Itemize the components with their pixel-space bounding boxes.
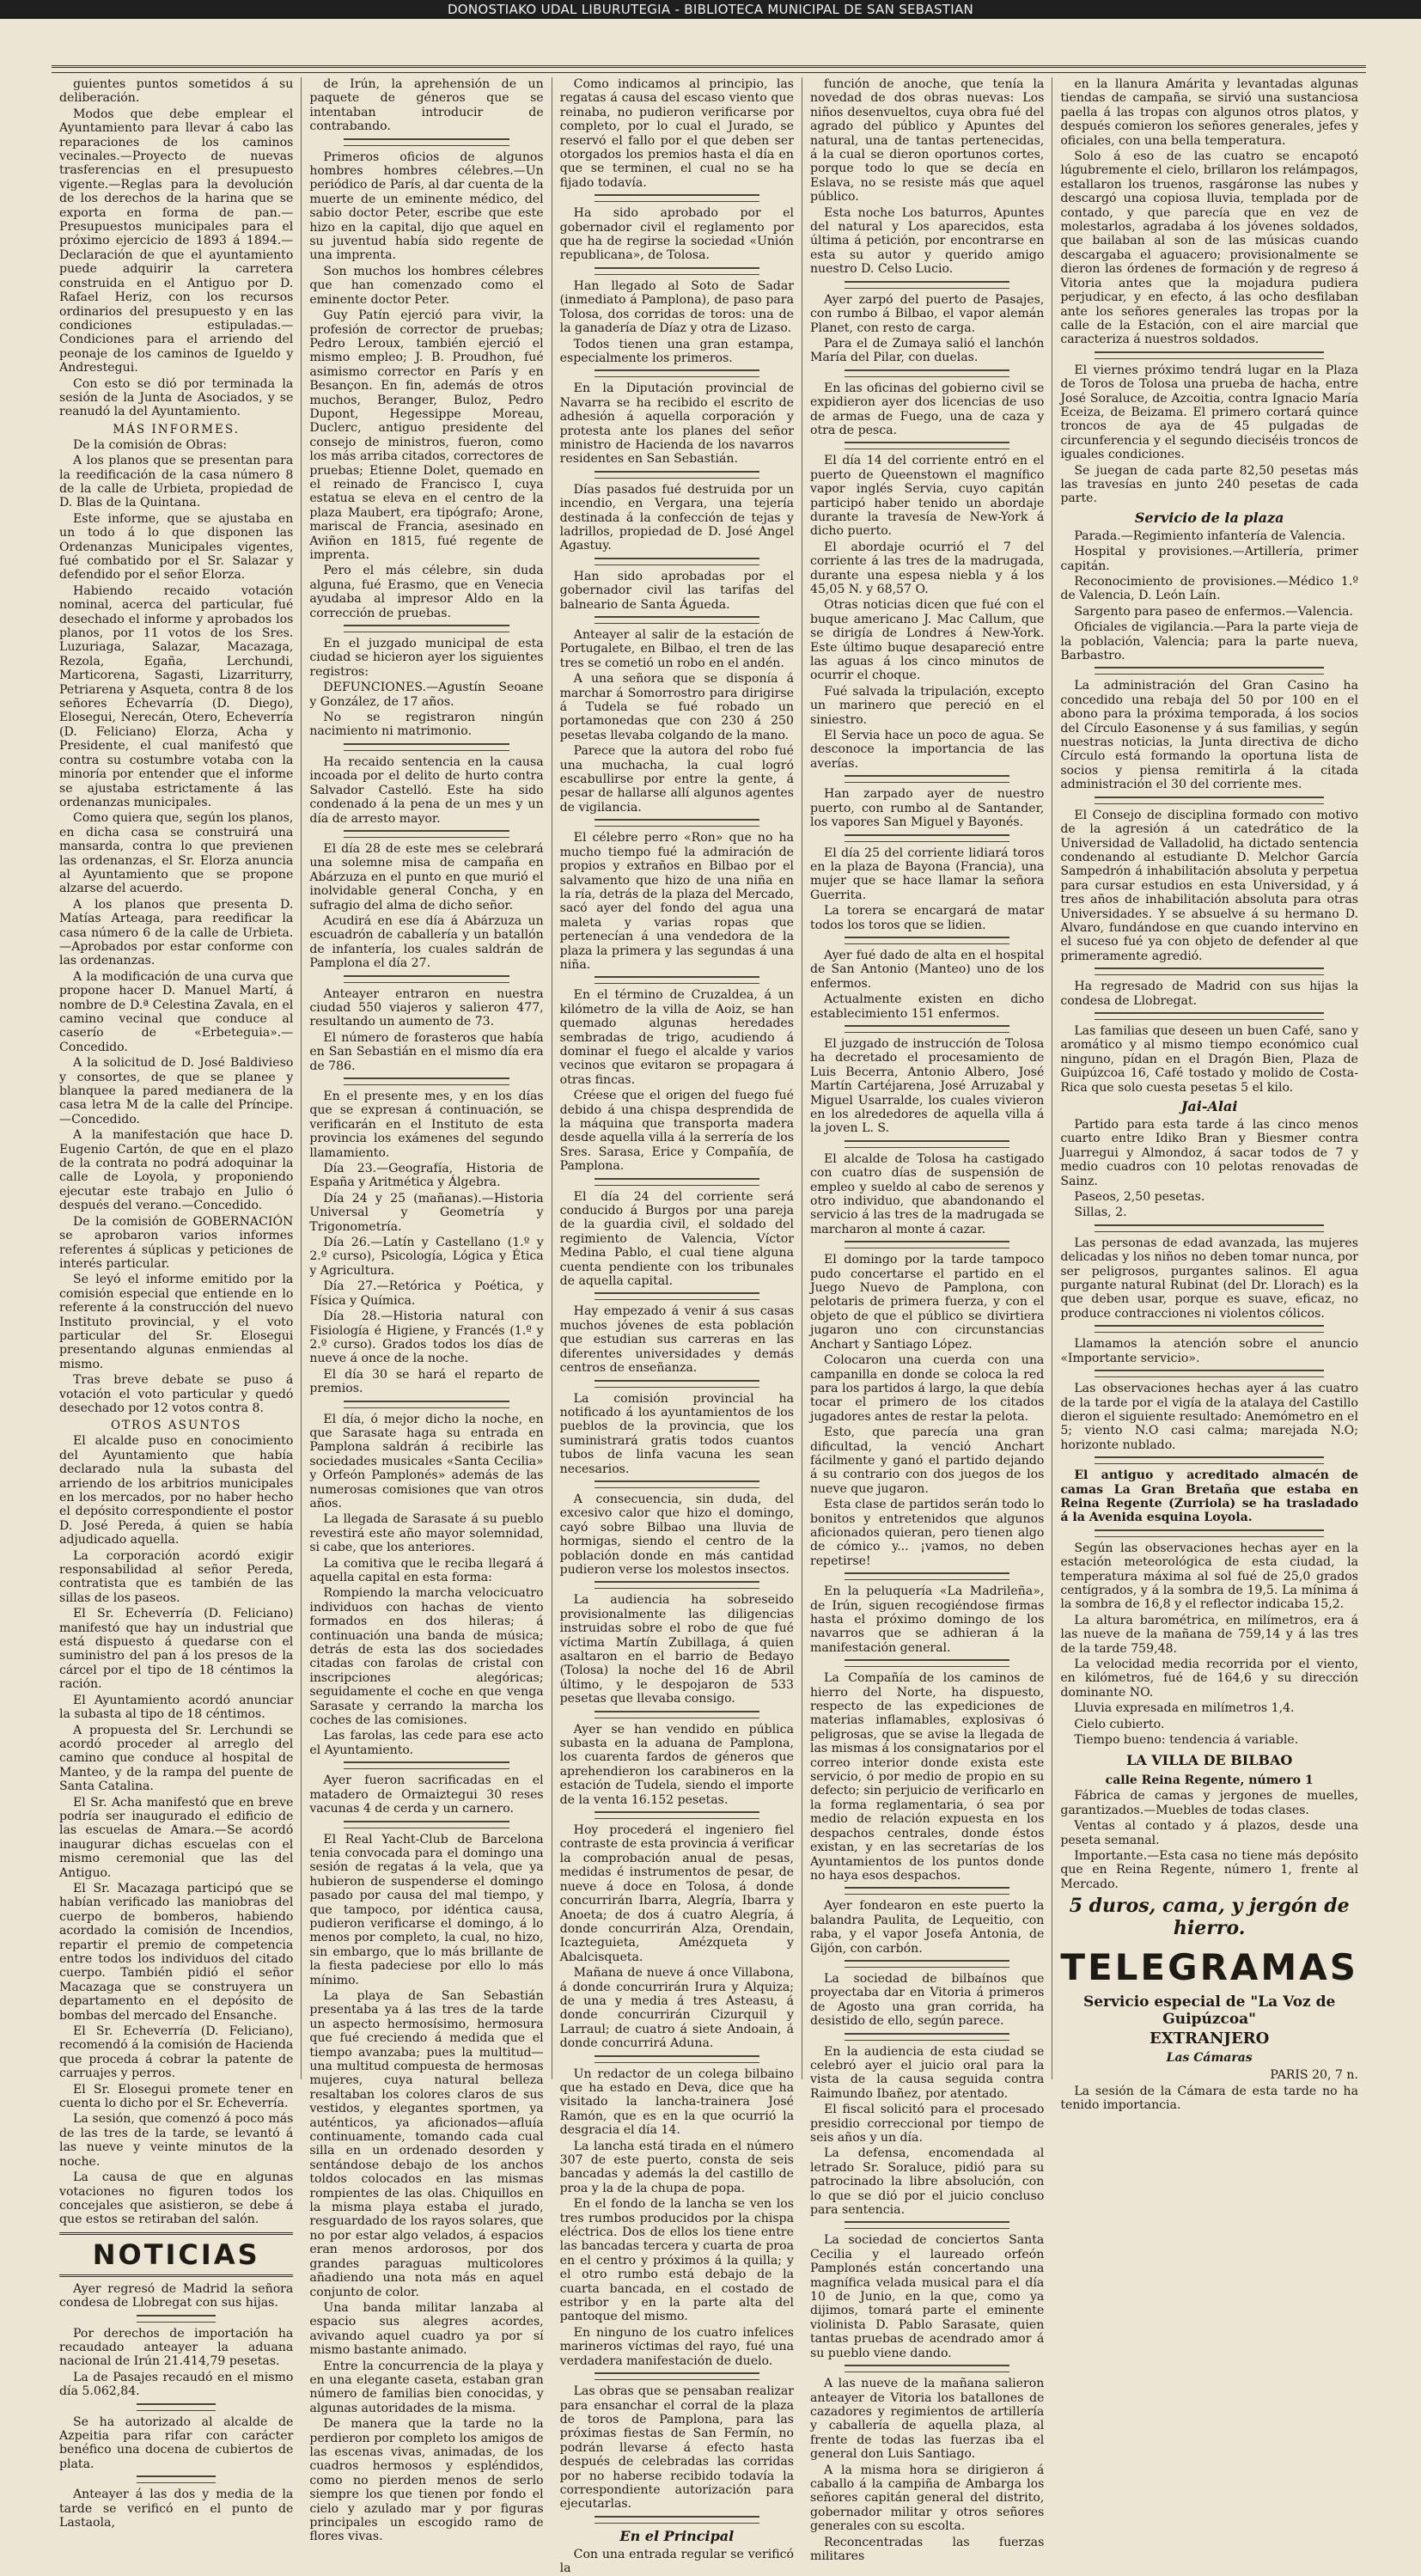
paragraph: Según las observaciones hechas ayer en la estación meteorológica de esta ciudad, la temperatura máxima al sol fué de 25,0 grados centígrados, y á la sombra de 19,5. La mínima á la sombra de 16,8 y el reflector indicaba 15,2. (1060, 1541, 1358, 1612)
separator (1095, 797, 1324, 804)
paragraph: de Irún, la aprehensión de un paquete de géneros que se intentaban introducir de contrabando. (309, 77, 544, 134)
paragraph: El juzgado de instrucción de Tolosa ha decretado el procesamiento de Luis Becerra, Antonio Albero, José Martín Cartéjarena, José Arruzabal y Miguel Usarralde, los cuales vivieron en los alrededores de aquella villa á la joven L. S. (809, 1036, 1045, 1136)
separator (595, 616, 759, 624)
paragraph: Día 27.—Retórica y Poética, y Física y Química. (309, 1279, 544, 1308)
paragraph: Se leyó el informe emitido por la comisión especial que entiende en lo referente á la construcción del nuevo Instituto provincial, y el voto particular del Sr. Elosegui presentando algunas enmiendas al mismo. (59, 1273, 294, 1371)
paragraph: De la comisión de GOBERNACIÓN se aprobaron varios informes referentes á súplicas y peticiones de interés particular. (59, 1214, 294, 1271)
paragraph: La altura barométrica, en milímetros, era á las nueve de la mañana de 759,14 y á las tres de la tarde 759,48. (1060, 1613, 1358, 1656)
paragraph: A la solicitud de D. José Baldivieso y consortes, de que se planee y blanquee la pared medianera de la casa letra M de la calle del Príncipe.—Concedido. (59, 1056, 294, 1126)
paragraph: El Ayuntamiento acordó anunciar la subasta al tipo de 18 céntimos. (59, 1693, 294, 1722)
paragraph: La audiencia ha sobreseido provisionalmente las diligencias instruidas sobre el robo de que fué víctima Martín Zubillaga, á quien asaltaron en el barrio de Bedayo (Tolosa) la noche del 16 de Abril último, y le despojaron de 533 pesetas que llevaba consigo. (559, 1593, 794, 1706)
paragraph: Fábrica de camas y jergones de muelles, garantizados.—Muebles de todas clases. (1060, 1789, 1358, 1817)
separator (137, 2315, 216, 2323)
paragraph: Hospital y provisiones.—Artillería, primer capitán. (1060, 545, 1358, 573)
separator (1095, 1529, 1324, 1537)
paragraph: El número de forasteros que había en San Sebastián en el mismo día era de 786. (309, 1030, 544, 1073)
paragraph: El día 30 se hará el reparto de premios. (309, 1367, 544, 1396)
section-heading: En el Principal (619, 2527, 735, 2544)
paragraph: A propuesta del Sr. Lerchundi se acordó proceder al arreglo del camino que conduce al hospital de Manteo, y de la rampa del puente de Santa Catalina. (59, 1723, 294, 1794)
separator (344, 1401, 509, 1408)
separator (595, 1380, 759, 1388)
paragraph: Con una entrada regular se verificó la (559, 2547, 794, 2576)
paragraph: El Servia hace un poco de agua. Se desconoce la importancia de las averías. (809, 729, 1045, 771)
col1-block-2 (59, 438, 293, 1213)
paragraph: Este informe, que se ajustaba en un todo á lo que disponen las Ordenanzas Municipales vigentes, fué combatido por el Sr. Salazar y defendido por el señor Elorza. (59, 511, 294, 583)
section-heading: OTROS ASUNTOS (110, 1419, 242, 1433)
paragraph: La sociedad de bilbaínos que proyectaba dar en Vitoria á primeros de Agosto una gran corrida, ha desistido de ello, según parece. (809, 1971, 1045, 2029)
separator (1095, 1370, 1324, 1377)
paragraph: Fué salvada la tripulación, excepto un marinero que pereció en el siniestro. (809, 684, 1045, 727)
paragraph: A la manifestación que hace D. Eugenio Cartón, de que en el plazo de la contrata no podrá adoquinar la calle de Loyola, y proponiendo ejecutar este trabajo en Julio ó después del verano.—Concedido. (59, 1128, 294, 1213)
paragraph: La causa de que en algunas votaciones no figuren todos los concejales que asistieron, se debe á que estos se retiraban del salón. (59, 2170, 294, 2227)
paragraph: A consecuencia, sin duda, del excesivo calor que hizo el domingo, cayó sobre Bilbao una lluvia de hormigas, siendo el centro de la población donde en más cantidad pudieron verse los molestos insectos. (559, 1492, 794, 1577)
paragraph: Reconocimiento de provisiones.—Médico 1.º de Valencia, D. León Laín. (1060, 575, 1358, 603)
paragraph: El día 25 del corriente lidiará toros en la plaza de Bayona (Francia), una mujer que se hace llamar la señora Guerrita. (809, 845, 1045, 902)
paragraph: Ayer zarpó del puerto de Pasajes, con rumbo á Bilbao, el vapor alemán Planet, con resto de carga. (809, 292, 1045, 335)
paragraph: La lancha está tirada en el número 307 de este puerto, consta de seis bancadas y además la del castillo de proa y la de la chupa de popa. (559, 2139, 794, 2195)
paragraph: Todos tienen una gran estampa, especialmente los primeros. (559, 337, 794, 365)
telegram-service: Servicio especial de "La Voz de Guipúzcoa" (1083, 1993, 1336, 2029)
paragraph: A la modificación de una curva que propone hacer D. Manuel Martí, á nombre de D.ª Celestina Zavala, en el camino vecinal que conduce al caserío de «Erbeteguia».—Concedido. (59, 969, 294, 1054)
column-3 (552, 77, 802, 2576)
separator (595, 1480, 759, 1488)
advertiser-name: LA VILLA DE BILBAO (1125, 1752, 1293, 1769)
paragraph: Reconcentradas las fuerzas militares (809, 2535, 1045, 2563)
paragraph: guientes puntos sometidos á su deliberación. (59, 77, 294, 106)
paragraph: Como quiera que, según los planos, en dicha casa se construirá una mansarda, contra lo que previenen las ordenanzas, el Sr. Elorza anuncia al Ayuntamiento que se propone alzarse del acuerdo. (59, 811, 294, 896)
price-ad: 5 duros, cama, y jergón de hierro. (1069, 1895, 1350, 1940)
paragraph: Oficiales de vigilancia.—Para la parte vieja de la población, Valencia; para la parte nueva, Barbastro. (1060, 620, 1358, 663)
separator (845, 834, 1009, 842)
paragraph: Paseos, 2,50 pesetas. (1074, 1190, 1205, 1205)
paragraph: Día 24 y 25 (mañanas).—Historia Universal y Geometría y Trigonometría. (309, 1191, 544, 1234)
paragraph: Rompiendo la marcha velocicuatro individuos con hachas de viento formados en dos hileras; á continuación una banda de música; detrás de esta las dos sociedades citadas con farolas de cristal con inscripciones alegóricas; seguidamente el coche en que venga Sarasate y cerrando la marcha los coches de las comisiones. (309, 1586, 544, 1728)
paragraph: Por derechos de importación ha recaudado anteayer la aduana nacional de Irún 21.414,79 pesetas. (59, 2326, 294, 2369)
paragraph: Se juegan de cada parte 82,50 pesetas más las travesías en junto 240 pesetas de cada parte. (1060, 463, 1358, 506)
separator (595, 1581, 759, 1589)
paragraph: Mañana de nueve á once Villabona, á donde concurrirán Irura y Alquiza; de una y media á tres Asteasu, á donde concurrirán Cizurquil y Larraul; de cuatro á siete Andoain, á donde concurrirá Aduna. (559, 1966, 794, 2051)
paragraph: Un redactor de un colega bilbaino que ha estado en Deva, dice que ha visitado la lancha-trainera José Ramón, que es en la que ocurrió la desgracia el día 14. (559, 2066, 794, 2138)
paragraph: La playa de San Sebastián presentaba ya á las tres de la tarde un aspecto hermosísimo, hermosura que fué creciendo á medida que el tiempo avanzaba; pues la multitud—una multitud compuesta de hermosas mujeres, cuya natural belleza resaltaban los colores claros de sus vestidos, y elegantes sportmen, ya auténticos, ya aficionados—afluía continuamente, tomando cada cual silla en un ordenado desorden y sentándose debajo de los anchos toldos colocados en las mismas rompientes de las olas. Chiquillos en la misma playa estaba el jurado, resguardado de los rayos solares, que no por estar algo velados, á espacios eran menos ardorosos, por dos grandes paraguas multicolores añadiendo una nota más en aquel conjunto de color. (309, 1988, 544, 2299)
paragraph: Llamamos la atención sobre el anuncio «Importante servicio». (1060, 1337, 1358, 1365)
paragraph: Ayer fué dado de alta en el hospital de San Antonio (Manteo) uno de los enfermos. (809, 948, 1045, 991)
separator (344, 1077, 509, 1085)
separator (344, 138, 509, 146)
paragraph: Parada.—Regimiento infantería de Valencia. (1074, 528, 1345, 543)
separator (845, 1241, 1009, 1248)
separator (845, 937, 1009, 944)
col1-block-1 (59, 77, 293, 419)
paragraph: A la misma hora se dirigieron á caballo á la campiña de Ambarga los señores capitán general del distrito, gobernador militar y otros señores generales con su escolta. (809, 2463, 1045, 2534)
jai-alai-heading: Jai-Alai (1180, 1098, 1238, 1114)
separator (344, 625, 509, 632)
separator (845, 2365, 1009, 2372)
columns (52, 77, 1366, 2576)
paragraph: Créese que el origen del fuego fué debido á una chispa desprendida de la máquina que transporta madera desde aquella villa á la serrería de los Sres. Sarasa, Erice y Compañía, de Pamplona. (559, 1089, 794, 1174)
paragraph: Han zarpado ayer de nuestro puerto, con rumbo al de Santander, los vapores San Miguel y Bayonés. (809, 787, 1045, 830)
separator (595, 819, 759, 827)
paragraph: Hoy procederá el ingeniero fiel contraste de esta provincia á verificar la comprobación anual de pesas, medidas é instrumentos de pesar, de nueve á doce en Tolosa, á donde concurrirán Ibarra, Alegría, Ibarra y Anoeta; de dos á cuatro Alegría, á donde concurrirán Alza, Orendain, Icazteguieta, Amézqueta y Abalcisqueta. (559, 1823, 794, 1964)
column-5 (1052, 77, 1366, 2113)
paragraph: Ventas al contado y á plazos, desde una peseta semanal. (1060, 1819, 1358, 1847)
separator (595, 976, 759, 984)
column-1 (52, 77, 302, 2530)
separator (595, 194, 759, 202)
separator (595, 369, 759, 377)
telegramas-heading: TELEGRAMAS (1060, 1946, 1358, 1989)
paragraph: Lluvia expresada en milímetros 1,4. (1074, 1701, 1295, 1716)
paragraph: A los planos que presenta D. Matías Arteaga, para reedificar la casa número 6 de la calle de Urbieta.—Aprobados por estar conforme con las ordenanzas. (59, 897, 294, 968)
col1-block-5 (59, 2282, 293, 2530)
paragraph: Día 23.—Geografía, Historia de España y Aritmética y Álgebra. (309, 1162, 544, 1190)
paragraph: El fiscal solicitó para el procesado presidio correccional por tiempo de seis años y un día. (809, 2103, 1045, 2145)
separator (595, 1292, 759, 1300)
paragraph: El alcalde de Tolosa ha castigado con cuatro días de suspensión de empleo y sueldo al cabo de serenos y otro individuo, que abandonando el servicio á las tres de la madrugada se marcharon al monte á cazar. (809, 1151, 1045, 1236)
paragraph: El Sr. Echeverría (D. Feliciano), recomendó á la comisión de Hacienda que proceda á cobrar la patente de carruajes y perros. (59, 2024, 294, 2081)
paragraph: Modos que debe emplear el Ayuntamiento para llevar á cabo las reparaciones de los caminos vecinales.—Proyecto de nuevas trasferencias en el presupuesto vigente.—Reglas para la devolución de los derechos de la harina que se exporta en forma de pan.—Presupuestos municipales para el próximo ejercicio de 1893 á 1894.—Declaración de que el ayuntamiento puede adquirir la carretera construida en el Antiguo por D. Rafael Heriz, con los recursos ordinarios del presupuesto y en las condiciones estipuladas.—Condiciones para el arriendo del peonaje de los caminos de Igueldo y Andrestegui. (59, 107, 294, 375)
paragraph: Esta noche Los baturros, Apuntes del natural y Los aparecidos, esta última á petición, por encontrarse en esta su autor y querido amigo nuestro D. Celso Lucio. (809, 205, 1045, 277)
paragraph: El Sr. Elosegui promete tener en cuenta lo dicho por el Sr. Echeverría. (59, 2082, 294, 2111)
paragraph: La comisión provincial ha notificado á los ayuntamientos de los pueblos de la provincia, que los suministrará gratis todos cuantos tubos de linfa vacuna les sean necesarios. (559, 1391, 794, 1476)
paragraph: El Consejo de disciplina formado con motivo de la agresión á un catedrático de la Universidad de Valladolid, ha dictado sentencia condenando al estudiante D. Melchor García Sampedrón á inhabilitación absoluta y perpetua para cursar estudios en esta Universidad, y á tres años de inhabilitación absoluta para otras Universidades. Y se absuelve á su hermano D. Alvaro, fundándose en que cuando intervino en el suceso fué ya con objeto de defender al que primeramente agredió. (1060, 808, 1358, 963)
paragraph: Guy Patín ejerció para vivir, la profesión de corrector de pruebas; Pedro Leroux, también ejerció el mismo empleo; J. B. Proudhon, fué asimismo corrector en París y en Besançon. En fin, además de otros muchos, Beranger, Buloz, Pedro Dupont, Hegessippe Moreau, Duclerc, antiguo presidente del consejo de ministros, fueron, como los más arriba citados, correctores de pruebas; Etienne Dolet, quemado en el reinado de Francisco I, cuya estatua se eleva en el centro de la plaza Maubert, era tipógrafo; Arone, mariscal de Francia, asesinado en Aviñon en 1815, fué regente de imprenta. (309, 308, 544, 562)
paragraph: En el juzgado municipal de esta ciudad se hicieron ayer los siguientes registros: (309, 637, 544, 679)
paragraph: Las farolas, las cede para ese acto el Ayuntamiento. (309, 1729, 544, 1757)
paragraph: Hay empezado á venir á sus casas muchos jóvenes de esta población que estudian sus carreras en las diferentes universidades y demás centros de enseñanza. (559, 1304, 794, 1376)
paragraph: La comitiva que le reciba llegará á aquella capital en esta forma: (309, 1556, 544, 1584)
paragraph: Ha regresado de Madrid con sus hijas la condesa de Llobregat. (1060, 980, 1358, 1008)
paragraph: Anteayer al salir de la estación de Portugalete, en Bilbao, el tren de las tres se cometió un robo en el andén. (559, 628, 794, 670)
advertisement: El antiguo y acreditado almacén de camas La Gran Bretaña que estaba en Reina Regente (Zurriola) se ha trasladado á la Avenida esquina Loyola. (1060, 1468, 1358, 1525)
paragraph: El célebre perro «Ron» que no ha mucho tiempo fué la admiración de propios y extraños en Bilbao por el salvamento que hizo de una niña en la ría, detrás de la plaza del Mercado, sacó ayer del fondo del agua una maleta y varias ropas que pertenecían á una vendedora de la plaza la primera y las segundas á una niña. (559, 831, 794, 972)
paragraph: Han sido aprobadas por el gobernador civil las tarifas del balneario de Santa Águeda. (559, 569, 794, 612)
paragraph: En la peluquería «La Madrileña», de Irún, siguen recogiéndose firmas hasta el próximo domingo de los navarros que se adhieran á la manifestación general. (809, 1584, 1045, 1655)
paragraph: Parece que la autora del robo fué una muchacha, la cual logró escabullirse por entre la gente, á pesar de hallarse allí algunos agentes de vigilancia. (559, 744, 794, 815)
paragraph: en la llanura Amárita y levantadas algunas tiendas de campaña, se sirvió una sustanciosa paella á las tropas con algunos otros platos, y después comieron los señores generales, jefes y oficiales, con una bella temperatura. (1060, 77, 1358, 148)
separator (1095, 1456, 1324, 1464)
paragraph: Sillas, 2. (1074, 1206, 1127, 1220)
paragraph: La corporación acordó exigir responsabilidad al señor Pereda, contratista que es también de las sillas de los paseos. (59, 1548, 294, 1605)
separator (845, 1659, 1009, 1667)
paragraph: No se registraron ningún nacimiento ni matrimonio. (309, 711, 544, 739)
separator (845, 2033, 1009, 2041)
paragraph: Otras noticias dicen que fué con el buque americano J. Mac Callum, que se dirigía de Londres á New-York. Este último buque desapareció entre las aguas á los cinco minutos de ocurrir el choque. (809, 598, 1045, 683)
separator (595, 471, 759, 479)
paragraph: Ayer se han vendido en pública subasta en la aduana de Pamplona, los cuarenta fardos de géneros que aprehendieron los carabineros en la estación de Tudela, siendo el importe de la venta 16.152 pesetas. (559, 1722, 794, 1807)
paragraph: El viernes próximo tendrá lugar en la Plaza de Toros de Tolosa una prueba de hacha, entre José Soraluce, de Azcoitia, contra Ignacio María Eceiza, de Beizama. El primero cortará quince troncos de aya de 45 pulgadas de circunferencia y el segundo dieciséis troncos de iguales condiciones. (1060, 363, 1358, 462)
separator (845, 369, 1009, 377)
paragraph: Solo á eso de las cuatro se encapotó lúgubremente el cielo, brillaron los relámpagos, estallaron los truenos, rasgáronse las nubes y descargó una copiosa lluvia, templada por de contado, y que parecía que en vez de molestarlos, agradaba á los jóvenes soldados, que bailaban al son de las músicas cuando descargaba el aguacero; provisionalmente se dieron las órdenes de formación y de regreso á Vitoria antes que la mojadura pudiera perjudicar, y en efecto, á las ocho desfilaban ante los señores generales las tropas por la calle de la Estación, con el aire marcial que caracteriza á nuestros soldados. (1060, 150, 1358, 347)
separator (595, 2055, 759, 2063)
paragraph: La sesión, que comenzó á poco más de las tres de la tarde, se levantó á las nueve y veinte minutos de la noche. (59, 2112, 294, 2169)
paragraph: DEFUNCIONES.—Agustín Seoane y González, de 17 años. (309, 681, 544, 709)
paragraph: A las nueve de la mañana salieron anteayer de Vitoria los batallones de cazadores y regimientos de artillería y caballería de aquella plaza, al frente de todas las fuerzas iba el general don Luis Santiago. (809, 2377, 1045, 2462)
separator (595, 558, 759, 565)
paragraph: De manera que la tarde no la perdieron por completo los amigos de las escenas vivas, animadas, de los cuadros hermosos y espléndidos, como no pierden menos de serlo siempre los que tienen por fondo el cielo y azulado mar y por figuras principales un escogido ramo de flores vivas. (309, 2417, 544, 2544)
paragraph: La administración del Gran Casino ha concedido una rebaja del 50 por 100 en el abono para la próxima temporada, á los socios del Círculo Easonense y á sus familias, y según nuestras noticias, la Junta directiva de dicho Círculo está formando la oportuna lista de socios y piensa remitirla á la citada administración el 30 del corriente mes. (1060, 679, 1358, 792)
separator (845, 1887, 1009, 1895)
paragraph: Las familias que deseen un buen Café, sano y aromático y al mismo tiempo económico cual ninguno, pídan en el Dragón Bien, Plaza de Guipúzcoa 16, Café tostado y molido de Costa-Rica que solo cuesta pesetas 5 el kilo. (1060, 1023, 1358, 1095)
paragraph: El día 14 del corriente entró en el puerto de Queenstown el magnífico vapor inglés Servia, cuyo capitán participó haber tenido un abordaje durante la travesía de New-York á dicho puerto. (809, 454, 1045, 539)
paragraph: El Real Yacht-Club de Barcelona tenia convocada para el domingo una sesión de regatas á la vela, que ya hubieron de suspenderse el domingo pasado por causa del mal tiempo, y que tampoco, por idéntica causa, pudieron verificarse el domingo, á lo menos por completo, la cual, no hizo, sin embargo, que lo más brillante de la fiesta padeciese por ello lo más mínimo. (309, 1832, 544, 1987)
col1-block-3 (59, 1215, 293, 1416)
separator (344, 830, 509, 838)
separator (137, 2475, 216, 2483)
paragraph: Esto, que parecía una gran dificultad, la venció Anchart fácilmente y ganó el partido dejando á su contrario con dos juegos de los nueve que jugaron. (809, 1425, 1045, 1496)
section-heading: Servicio de la plaza (1134, 509, 1284, 526)
paragraph: En la audiencia de esta ciudad se celebró ayer el juicio oral para la vista de la causa seguida contra Raimundo Ibañez, por atentado. (809, 2044, 1045, 2101)
paragraph: Como indicamos al principio, las regatas á causa del escaso viento que reinaba, no pudieron verificarse por completo, por lo cual el Jurado, se reservó el fallo por el que deben ser otorgados los premios hasta el día en que se terminen, el cual no se ha fijado todavía. (559, 77, 794, 190)
section-heading: MÁS INFORMES. (113, 422, 240, 436)
paragraph: En el fondo de la lancha se ven los tres rumbos producidos por la chispa eléctrica. Dos de ellos los tiene entre las bancadas tercera y cuarta de proa en el centro y próximos á la quilla; y el otro rumbo está debajo de la cuarta bancada, en el costado de estribor y en la parte alta del pantoque del mismo. (559, 2197, 794, 2324)
separator (1095, 1325, 1324, 1333)
library-banner: DONOSTIAKO UDAL LIBURUTEGIA - BIBLIOTECA MUNICIPAL DE SAN SEBASTIAN (0, 0, 1421, 19)
paragraph: El día 24 del corriente será conducido á Burgos por una pareja de la guardia civil, el soldado del regimiento de Valencia, Víctor Medina Pablo, el cual tiene alguna cuenta pendiente con los tribunales de aquella capital. (559, 1189, 794, 1289)
paragraph: En el presente mes, y en los días que se expresan á continuación, se verificarán en el Instituto de esta provincia los exámenes del segundo llamamiento. (309, 1090, 544, 1160)
paragraph: Para el de Zumaya salió el lanchón María del Pilar, con duelas. (809, 336, 1045, 365)
paragraph: Tras breve debate se puso á votación el voto particular y quedó desechado por 12 votos contra 8. (59, 1373, 294, 1415)
paragraph: La llegada de Sarasate á su pueblo revestirá este año mayor solemnidad, si cabe, que los anteriores. (309, 1512, 544, 1555)
separator (845, 775, 1009, 783)
separator (595, 267, 759, 275)
paragraph: Se ha autorizado al alcalde de Azpeitia para rifar con carácter benéfico una docena de cubiertos de plata. (59, 2414, 294, 2471)
paragraph: El día 28 de este mes se celebrará una solemne misa de campaña en Abárzuza en el punto en que murió el inolvidable general Concha, y en sufragio del alma de dicho señor. (309, 841, 544, 913)
separator (845, 1025, 1009, 1033)
paragraph: Las observaciones hechas ayer á las cuatro de la tarde por el vigía de la atalaya del Castillo dieron el siguiente resultado: Anemómetro en el 5; viento N.O casi calma; marejada N.O; horizonte nublado. (1060, 1382, 1358, 1452)
paragraph: Ayer regresó de Madrid la señora condesa de Llobregat con sus hijas. (59, 2281, 294, 2310)
paragraph: Son muchos los hombres célebres que han comenzado como el eminente doctor Peter. (309, 264, 544, 307)
paragraph: Una banda militar lanzaba al espacio sus alegres acordes, avivando aquel cuadro ya por sí mismo bastante animado. (309, 2300, 544, 2358)
paragraph: Tiempo bueno: tendencia á variable. (1074, 1733, 1299, 1748)
extranjero-heading: EXTRANJERO (1149, 2030, 1270, 2048)
paragraph: A una señora que se disponía á marchar á Somorrostro para dirigirse á Tudela se fué robado un portamonedas que con 230 á 250 pesetas llevaba colgando de la mano. (559, 672, 794, 742)
column-2 (302, 77, 552, 2544)
advertiser-address: calle Reina Regente, número 1 (1105, 1773, 1314, 1788)
camaras-heading: Las Cámaras (1166, 2051, 1253, 2066)
paragraph: La sesión de la Cámara de esta tarde no ha tenido importancia. (1060, 2084, 1358, 2113)
separator (344, 975, 509, 983)
paragraph: Las obras que se pensaban realizar para ensanchar el corral de la plaza de toros de Pamplona, para las próximas fiestas de San Fermín, no podrán llevarse á efecto hasta después de celebradas las corridas por no haberse recibido todavía la correspondiente autorización para ejecutarlas. (559, 2384, 794, 2512)
paragraph: Día 26.—Latín y Castellano (1.º y 2.º curso), Psicología, Lógica y Ética y Agricultura. (309, 1236, 544, 1278)
paragraph: Habiendo recaido votación nominal, acerca del particular, fué desechado el informe y aprobados los planos, por 11 votos de los Sres. Luzuriaga, Salazar, Macazaga, Rezola, Egaña, Lerchundi, Marticorena, Sagasti, Lizarriturry, Petriarena y Asqueta, contra 8 de los señores Echevarría (D. Diego), Elosegui, Nerecán, Otero, Echeverría (D. Feliciano) Elorza, Acha y Presidente, el cual manifestó que contra su costumbre votaba con la minoría por entender que el informe se ajustaba estrictamente á las ordenanzas municipales. (59, 583, 294, 809)
paragraph: Esta clase de partidos serán todo lo bonitos y entretenidos que algunos aficionados quieran, pero tienen algo de cómico y... ¡vamos, no deben repetirse! (809, 1498, 1045, 1568)
paragraph: Importante.—Esta casa no tiene más depósito que en Reina Regente, número 1, frente al Mercado. (1060, 1849, 1358, 1891)
paragraph: De la comisión de Obras: (73, 437, 228, 452)
separator (845, 442, 1009, 449)
paragraph: La torera se encargará de matar todos los toros que se lidien. (809, 904, 1045, 932)
paragraph: Partido para esta tarde á las cinco menos cuarto entre Idiko Bran y Biesmer contra Juarregui y Almondoz, á sacar todos de 7 y medio cuadros con 10 pelotas renovadas de Sainz. (1060, 1118, 1358, 1188)
separator (845, 1140, 1009, 1148)
separator (137, 2403, 216, 2411)
paragraph: Ayer fondearon en este puerto la balandra Paulita, de Lequeitio, con raba, y el vapor Josefa Antonia, de Gijón, con carbón. (809, 1899, 1045, 1956)
paragraph: Sargento para paseo de enfermos.—Valencia. (1074, 604, 1353, 619)
separator (344, 743, 509, 751)
header-rule (52, 65, 1366, 73)
paragraph: Ha recaido sentencia en la causa incoada por el delito de hurto contra Salvador Castelló. Este ha sido condenado á la pena de un mes y un día de arresto mayor. (309, 754, 544, 826)
paragraph: Las personas de edad avanzada, las mujeres delicadas y los niños no deben tomar nunca, por ser peligrosos, purgantes salinos. El agua purgante natural Rubinat (del Dr. Llorach) es la que deben usar, porque es suave, eficaz, no produce contracciones ni violentos cólicos. (1060, 1236, 1358, 1321)
paragraph: La velocidad media recorrida por el viento, en kilómetros, fué de 164,6 y su dirección dominante NO. (1060, 1657, 1358, 1700)
paragraph: En las oficinas del gobierno civil se expidieron ayer dos licencias de uso de armas de Fuego, una de caza y otra de pesca. (809, 381, 1045, 437)
paragraph: Primeros oficios de algunos hombres hombres célebres.—Un periódico de París, al dar cuenta de la muerte de un eminente médico, del sabio doctor Peter, escribe que este hizo en la capital, dijo que aquel en su juventud había sido regente de una imprenta. (309, 150, 544, 263)
separator (1095, 351, 1324, 359)
separator (845, 1572, 1009, 1580)
paragraph: El Sr. Echeverría (D. Feliciano) manifestó que hay un industrial que está dispuesto á quedarse con el suministro del pan á los presos de la cárcel por el tipo de 18 céntimos la ración. (59, 1607, 294, 1692)
col1-block-4 (59, 1434, 293, 2226)
paragraph: En ninguno de los cuatro infelices marineros víctimas del rayo, fué una verdadera manifestación de duelo. (559, 2325, 794, 2368)
paragraph: Ayer fueron sacrificadas en el matadero de Ormaiztegui 30 reses vacunas 4 de cerda y un carnero. (309, 1773, 544, 1816)
separator (845, 281, 1009, 289)
separator (595, 1811, 759, 1819)
column-4 (802, 77, 1052, 2563)
paragraph: El alcalde puso en conocimiento del Ayuntamiento que había declarado nula la subasta del arriendo de los arbitrios municipales en los mercados, por no haber hecho el depósito correspondiente el postor D. José Pereda, á quien se había adjudicado aquella. (59, 1434, 294, 1547)
paragraph: Días pasados fué destruida por un incendio, en Vergara, una tejería destinada á la confección de tejas y ladrillos, propiedad de D. José Angel Agastuy. (559, 482, 794, 553)
separator (845, 1960, 1009, 1968)
separator (1095, 1012, 1324, 1020)
paragraph: En la Diputación provincial de Navarra se ha recibido el escrito de adhesión á aquella corporación y protesta ante los planes del señor ministro de Hacienda de los navarros residentes en San Sebastián. (559, 382, 794, 467)
paragraph: El Sr. Macazaga participó que se habían verificado las maniobras del cuerpo de bomberos, habiendo acordado la comisión de Incendios, repartir el premio de competencia entre todos los individuos del citado cuerpo. También pidió el señor Macazaga que se construyera un departamento en el depósito de bombas del mercado del Ensanche. (59, 1881, 294, 2023)
paragraph: En el término de Cruzaldea, á un kilómetro de la villa de Aoiz, se han quemado algunas heredades sembradas de trigo, acudiendo á dominar el fuego el alcalde y varios vecinos que evitaron se propagara á otras fincas. (559, 988, 794, 1087)
dateline: PARIS 20, 7 n. (1270, 2068, 1358, 2083)
separator (344, 1821, 509, 1828)
paragraph: El domingo por la tarde tampoco pudo concertarse el partido en el Juego Nuevo de Pamplona, con pelotaris de primera fuerza, y con el objeto de que el público se divirtiera jugaron uno con circunstancias Anchart y Santiago López. (809, 1253, 1045, 1352)
noticias-heading: NOTICIAS (59, 2232, 293, 2277)
paragraph: Colocaron una cuerda con una campanilla en donde se coloca la red para los partidos á largo, la que debía tocar el primero de los citados jugadores antes de restar la pelota. (809, 1353, 1045, 1424)
paragraph: La de Pasajes recaudó en el mismo día 5.062,84. (59, 2370, 294, 2399)
separator (845, 2221, 1009, 2229)
separator (595, 2372, 759, 2380)
separator (595, 1711, 759, 1718)
paragraph: Anteayer á las dos y media de la tarde se verificó en el punto de Lastaola, (59, 2487, 294, 2530)
paragraph: Día 28.—Historia natural con Fisiología é Higiene, y Francés (1.º y 2.º curso). Grados todos los días de nueve á once de la noche. (309, 1309, 544, 1366)
paragraph: La sociedad de conciertos Santa Cecilia y el laureado orfeón Pamplonés están concertando una magnífica velada musical para el día 10 de Junio, en la que, como ya dijimos, tomará parte el eminente violinista D. Pablo Sarasate, quien tantas pruebas de acendrado amor á su pueblo viene dando. (809, 2233, 1045, 2360)
paragraph: Actualmente existen en dicho establecimiento 151 enfermos. (809, 992, 1045, 1021)
paragraph: El Sr. Acha manifestó que en breve podría ser inaugurado el edificio de las escuelas de Amara.—Se acordó inaugurar dichas escuelas con el mismo ceremonial que las del Antiguo. (59, 1795, 294, 1880)
separator (1095, 1224, 1324, 1232)
separator (1095, 667, 1324, 675)
paragraph: Entre la concurrencia de la playa y en una elegante caseta, estaban gran número de familias bien conocidas, y algunas autoridades de la misma. (309, 2359, 544, 2415)
separator (344, 1761, 509, 1769)
paragraph: función de anoche, que tenía la novedad de dos obras nuevas: Los niños desenvueltos, cuya obra fué del agrado del público y Apuntes del natural, una de tantas pertenecidas, á la cual se dieron oportunos cortes, porque todo lo que se decía en Eslava, no se resiste más que aquel público. (809, 77, 1045, 204)
paragraph: La Compañía de los caminos de hierro del Norte, ha dispuesto, respecto de las expediciones de materias inflamables, explosivas ó peligrosas, que se avise la llegada de las mismas á los consignatarios por el correo interior donde exista este servicio, ó por medio de propio en su defecto; sin perjuicio de verificarlo en la forma reglamentaria, ó sea por medio de relación expuesta en los despachos centrales, donde éstos existan, y en las secretarías de los Ayuntamientos de los puntos donde no haya esos despachos. (809, 1671, 1045, 1883)
paragraph: Acudirá en ese día á Abárzuza un escuadrón de caballería y un batallón de infantería, los cuales saldrán de Pamplona el día 27. (309, 913, 544, 971)
paragraph: Con esto se dió por terminada la sesión de la Junta de Asociados, y se reanudó la del Ayuntamiento. (59, 376, 294, 419)
paragraph: El abordaje ocurrió el 7 del corriente á las tres de la madrugada, durante una espesa niebla y á los 45,05 N. y 68,57 O. (809, 540, 1045, 596)
paragraph: Cielo cubierto. (1074, 1717, 1165, 1731)
paragraph: Han llegado al Soto de Sadar (inmediato á Pamplona), de paso para Tolosa, dos corridas de toros: una de la ganadería de Díaz y otra de Lizaso. (559, 278, 794, 336)
paragraph: A los planos que se presentan para la reedificación de la casa número 8 de la calle de Urbieta, propiedad de D. Blas de la Quintana. (59, 454, 294, 510)
paragraph: El día, ó mejor dicho la noche, en que Sarasate haga su entrada en Pamplona saldrán á recibirle las sociedades musicales «Santa Cecilia» y Orfeón Pamplonés» además de las numerosas comisiones que van otros años. (309, 1412, 544, 1511)
separator (1095, 968, 1324, 975)
paragraph: La defensa, encomendada al letrado Sr. Soraluce, pidió para su patrocinado la libre absolución, con lo que se dió por el juicio concluso para sentencia. (809, 2146, 1045, 2218)
paragraph: Pero el más célebre, sin duda alguna, fué Erasmo, que en Venecia ayudaba al impresor Aldo en la corrección de pruebas. (309, 564, 544, 620)
separator (595, 1178, 759, 1186)
paragraph: Anteayer entraron en nuestra ciudad 550 viajeros y salieron 477, resultando un aumento de 73. (309, 986, 544, 1029)
paragraph: Ha sido aprobado por el gobernador civil el reglamento por que ha de regirse la sociedad «Unión republicana», de Tolosa. (559, 206, 794, 263)
separator (595, 2516, 759, 2524)
